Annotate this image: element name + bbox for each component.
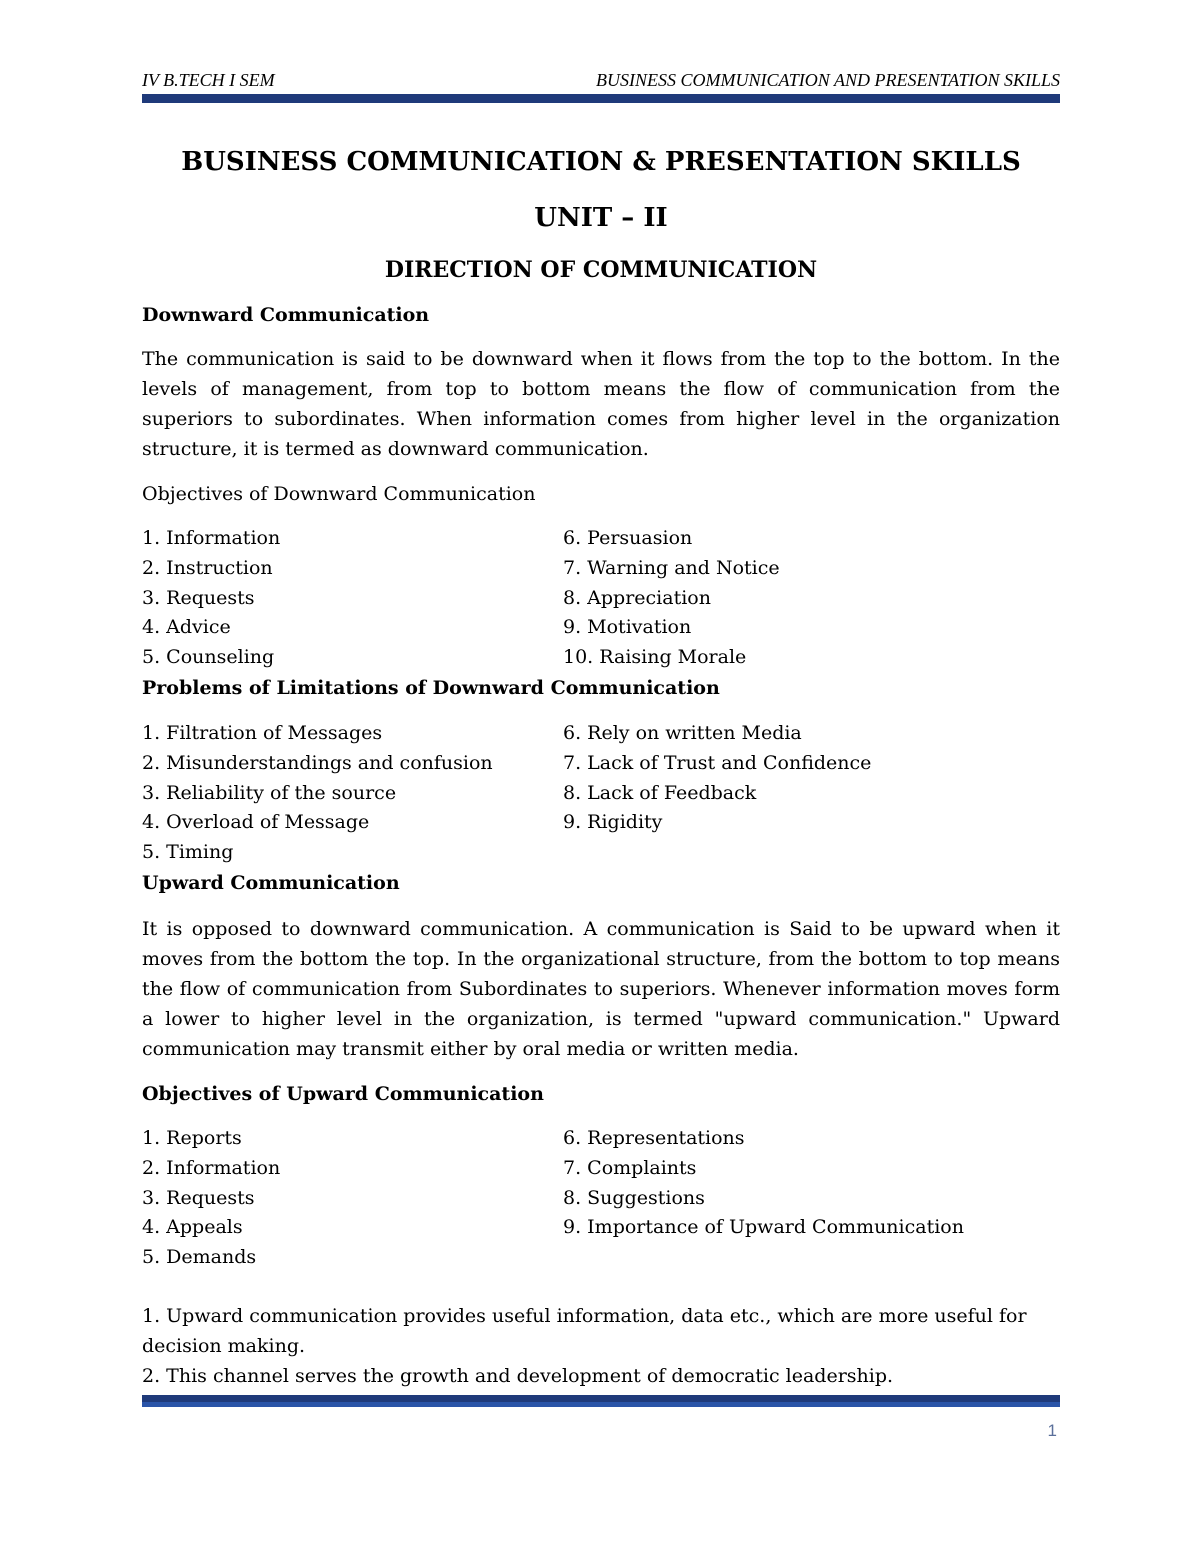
list-row [142,808,1060,838]
list-item: 4. Advice [142,616,231,639]
list-row [142,643,1060,673]
header-course: IV B.TECH I SEM [142,70,275,90]
header-rule [142,94,1060,103]
list-item: 2. Information [142,1156,281,1179]
header-subject: BUSINESS COMMUNICATION AND PRESENTATION SKILLS [595,70,1060,90]
page-content [142,140,1060,1391]
list-row [142,554,1060,584]
list-row [142,779,1060,809]
list-item: 1. Reports [142,1126,242,1149]
list-item: 7. Warning and Notice [563,556,780,579]
list-row [142,749,1060,779]
list-item: 5. Demands [142,1246,257,1269]
list-item: 3. Requests [142,586,255,609]
list-row [142,524,1060,554]
list-row [142,1213,1060,1243]
list-item: 8. Suggestions [563,1186,705,1209]
list-row [142,613,1060,643]
list-item: 6. Persuasion [563,527,693,549]
downward-problems-heading: Problems of Limitations of Downward Communication [142,676,720,699]
footer-rule-accent [142,1402,1060,1407]
list-item: 9. Rigidity [563,811,663,834]
list-item: 7. Lack of Trust and Confidence [563,751,872,774]
list-item: 8. Lack of Feedback [563,781,757,804]
list-item: 3. Reliability of the source [142,781,397,804]
list-item: 5. Counseling [142,646,275,669]
downward-objectives-list [142,524,1060,673]
footer-rule [142,1395,1060,1402]
list-row [142,1124,1060,1154]
list-item: 6. Rely on written Media [563,721,802,744]
list-row [142,719,1060,749]
list-row [142,1184,1060,1214]
upward-paragraph: It is opposed to downward communication. A communication is Said to be upward when it moves from the bottom the top. In the organizational structure, from the bottom to top means the flow of communication from Subordinates to superiors. Whenever information moves form a lower to higher level in the organization, is termed "upward communication." Upward communication may transmit either by oral media or written media. [142,917,1060,1060]
list-item: 6. Representations [563,1126,745,1149]
downward-problems-list [142,719,1060,868]
downward-objectives-heading: Objectives of Downward Communication [142,483,536,505]
downward-paragraph: The communication is said to be downward when it flows from the top to the bottom. In the levels of management, from top to bottom means the flow of communication from the superiors to subordinates. When information comes from higher level in the organization structure, it is termed as downward communication. [142,348,1060,460]
upward-objectives-list [142,1124,1060,1273]
list-item: 4. Overload of Message [142,811,370,834]
section-title: DIRECTION OF COMMUNICATION [384,257,818,283]
list-item: 1. Filtration of Messages [142,721,383,744]
list-item: 8. Appreciation [563,586,711,609]
downward-heading: Downward Communication [142,304,430,326]
upward-importance-2: 2. This channel serves the growth and development of democratic leadership. [142,1364,894,1387]
list-row [142,838,1060,868]
list-row [142,1243,1060,1273]
list-row [142,1154,1060,1184]
list-row [142,584,1060,614]
unit-title: UNIT – II [534,203,668,233]
document-title: BUSINESS COMMUNICATION & PRESENTATION SKILLS [181,147,1021,177]
list-item: 9. Motivation [563,616,692,639]
upward-heading: Upward Communication [142,871,400,894]
list-item: 10. Raising Morale [563,646,747,669]
list-item: 2. Instruction [142,556,273,579]
list-item: 9. Importance of Upward Communication [563,1216,964,1239]
list-item: 7. Complaints [563,1156,697,1179]
list-item: 5. Timing [142,841,234,864]
list-item: 4. Appeals [142,1216,243,1239]
list-item: 2. Misunderstandings and confusion [142,751,493,774]
list-item: 1. Information [142,527,281,549]
page-header [142,70,1060,94]
upward-importance-1: 1. Upward communication provides useful information, data etc., which are more useful for decision making. [142,1304,1027,1357]
upward-objectives-heading: Objectives of Upward Communication [142,1082,544,1105]
list-item: 3. Requests [142,1186,255,1209]
page-number: 1 [1047,1421,1057,1440]
